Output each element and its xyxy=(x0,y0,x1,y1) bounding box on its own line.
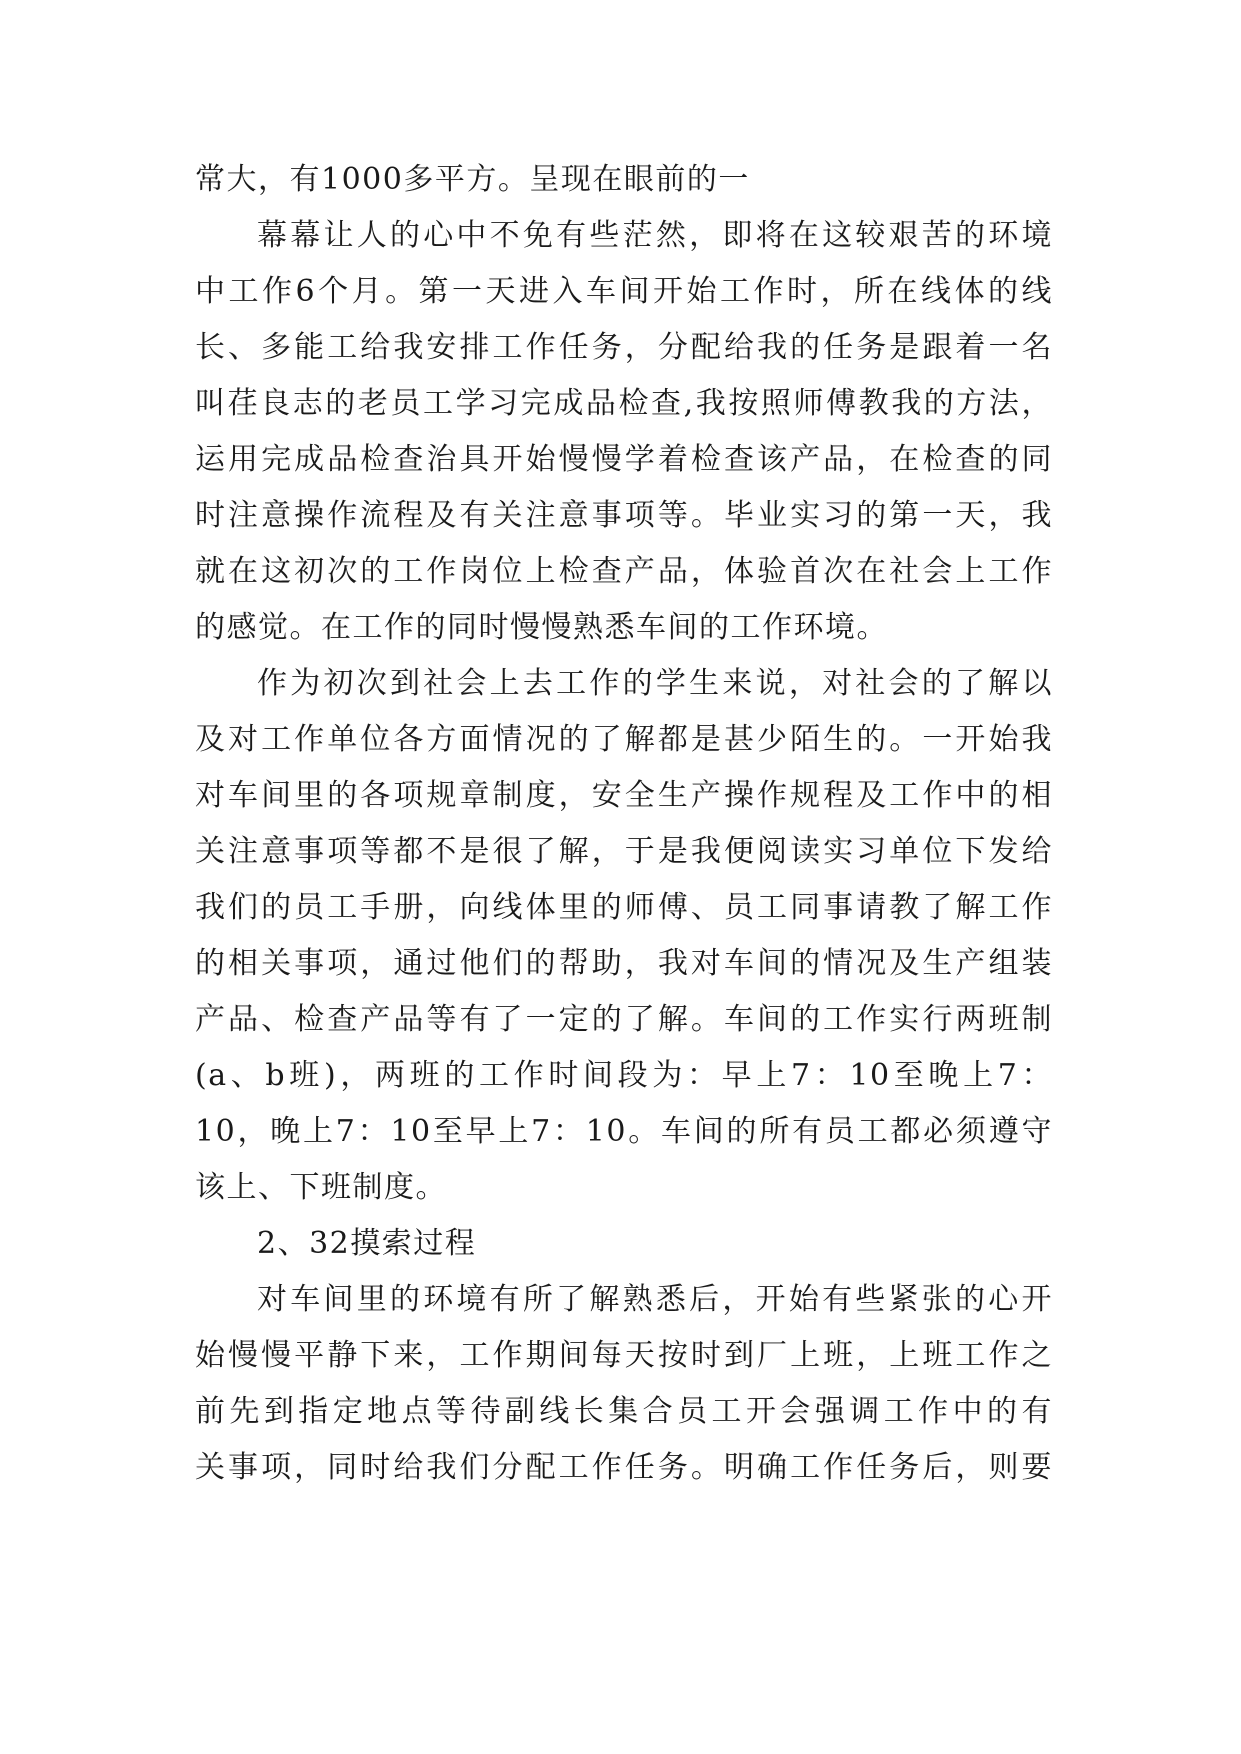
text-line: (a、b班)，两班的工作时间段为：早上7：10至晚上7： xyxy=(195,1058,1053,1093)
text-line: 该上、下班制度。 xyxy=(195,1170,447,1205)
text-line: 就在这初次的工作岗位上检查产品，体验首次在社会上工作 xyxy=(195,554,1053,589)
text-line: 10，晚上7：10至早上7：10。车间的所有员工都必须遵守 xyxy=(195,1114,1053,1149)
text-line: 长、多能工给我安排工作任务，分配给我的任务是跟着一名 xyxy=(195,330,1053,365)
text-line: 作为初次到社会上去工作的学生来说，对社会的了解以 xyxy=(257,666,1053,701)
text-line: 对车间里的各项规章制度，安全生产操作规程及工作中的相 xyxy=(195,778,1053,813)
text-line: 叫荏良志的老员工学习完成品检查,我按照师傅教我的方法， xyxy=(195,386,1053,421)
text-line: 常大，有1000多平方。呈现在眼前的一 xyxy=(195,162,750,197)
text-line: 运用完成品检查治具开始慢慢学着检查该产品，在检查的同 xyxy=(195,442,1053,477)
text-line: 始慢慢平静下来，工作期间每天按时到厂上班，上班工作之 xyxy=(195,1338,1053,1373)
text-line: 的感觉。在工作的同时慢慢熟悉车间的工作环境。 xyxy=(195,610,888,645)
text-line: 我们的员工手册，向线体里的师傅、员工同事请教了解工作 xyxy=(195,890,1053,925)
text-line: 中工作6个月。第一天进入车间开始工作时，所在线体的线 xyxy=(195,274,1053,309)
text-line: 对车间里的环境有所了解熟悉后，开始有些紧张的心开 xyxy=(257,1282,1053,1317)
text-line: 前先到指定地点等待副线长集合员工开会强调工作中的有 xyxy=(195,1394,1053,1429)
text-line: 时注意操作流程及有关注意事项等。毕业实习的第一天，我 xyxy=(195,498,1053,533)
text-line: 关事项，同时给我们分配工作任务。明确工作任务后，则要 xyxy=(195,1450,1053,1485)
text-line: 关注意事项等都不是很了解，于是我便阅读实习单位下发给 xyxy=(195,834,1053,869)
text-line: 产品、检查产品等有了一定的了解。车间的工作实行两班制 xyxy=(195,1002,1053,1037)
text-line: 及对工作单位各方面情况的了解都是甚少陌生的。一开始我 xyxy=(195,722,1053,757)
section-heading: 2、32摸索过程 xyxy=(257,1226,477,1261)
text-line: 幕幕让人的心中不免有些茫然，即将在这较艰苦的环境 xyxy=(257,218,1053,253)
text-line: 的相关事项，通过他们的帮助，我对车间的情况及生产组装 xyxy=(195,946,1053,981)
